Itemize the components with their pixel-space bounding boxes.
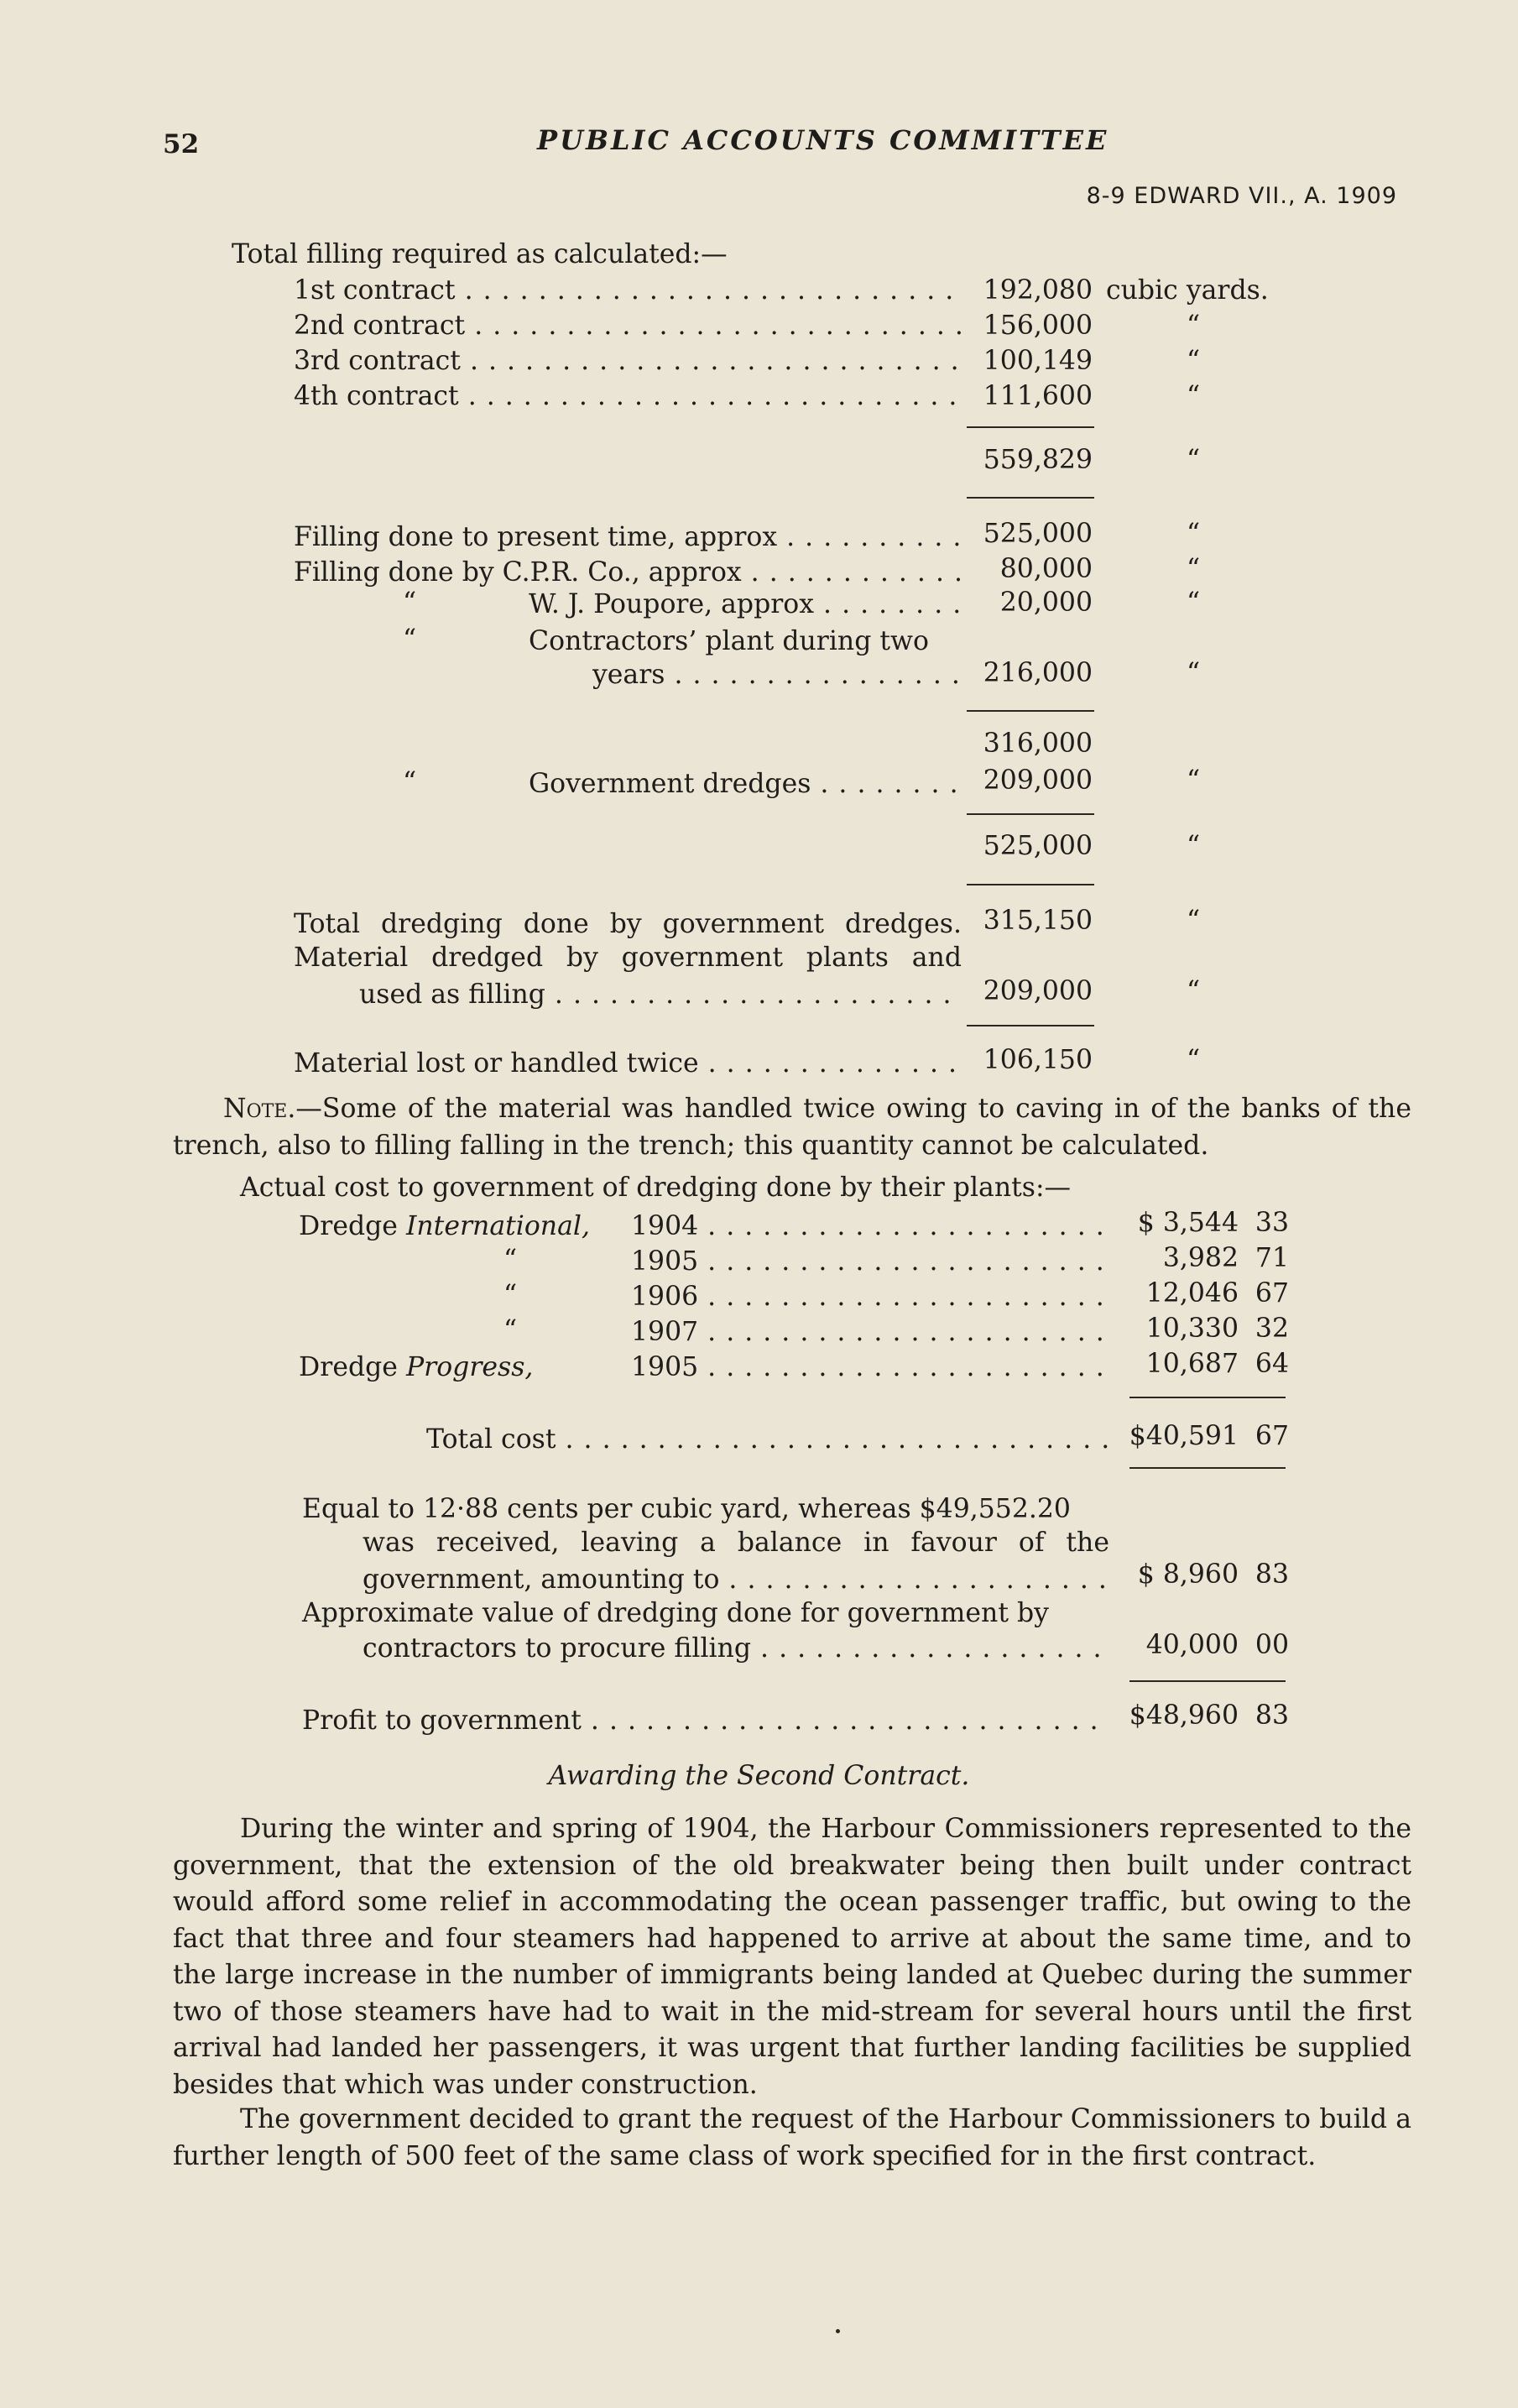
filling-poupore-value: 20,000: [999, 588, 1093, 618]
note-paragraph: [173, 1091, 1411, 1164]
filling-grand-total-value: 525,000: [983, 831, 1093, 861]
section-heading: Awarding the Second Contract.: [548, 1761, 970, 1791]
filling-intro: Total filling required as calculated:—: [232, 239, 728, 269]
filling-subtotal-value: 316,000: [983, 729, 1093, 759]
cost-dollars: 10,330: [1145, 1314, 1239, 1344]
dredging-used-label: Material dredged by government plants and: [294, 943, 962, 973]
ditto-mark: “: [1187, 831, 1201, 861]
rule: [967, 1025, 1094, 1026]
cost-total-dollars: $40,591: [1129, 1421, 1239, 1451]
ditto-mark: “: [403, 624, 417, 655]
ditto-mark: “: [1187, 519, 1201, 549]
balance-cents: 83: [1255, 1559, 1289, 1590]
ditto-mark: “: [503, 1315, 518, 1345]
filling-contractors-label-cont: years . . .: [592, 657, 962, 692]
filling-done-value: 525,000: [983, 519, 1093, 549]
dredge-name: Progress,: [405, 1352, 534, 1382]
cost-dredge-prefix: Dredge: [299, 1352, 406, 1382]
contract-value: 111,600: [983, 381, 1093, 411]
cost-year: 1906 . . .: [631, 1279, 1109, 1314]
cost-cents: 64: [1255, 1349, 1289, 1379]
filling-total-value: 559,829: [983, 445, 1093, 475]
filling-cpr-value: 80,000: [999, 554, 1093, 584]
page-speck: [836, 2329, 840, 2333]
ditto-mark: “: [1187, 554, 1201, 584]
section-paragraph-1: During the winter and spring of 1904, the Harbour Commissioners represented to the government, that the extension of the old breakwater being then built under contract would afford some relief in accommodating the ocean passenger traffic, but owing to the fact that three and four steamers had happened to arrive at about the same time, and to the large increase in the number of immigrants being landed at Quebec during the summer two of those steamers have had to wait in the mid-stream for several hours until the first arrival had landed her passengers, it was urgent that further landing facilities be supplied besides that which was under construction.: [173, 1814, 1411, 2100]
ditto-mark: “: [403, 767, 417, 797]
rule: [967, 497, 1094, 499]
cost-row-label: [299, 1209, 590, 1244]
cost-year: 1907 . . .: [631, 1314, 1109, 1350]
balance-equal-line1: Equal to 12·88 cents per cubic yard, whereas $49,552.20: [302, 1494, 1071, 1524]
running-title: PUBLIC ACCOUNTS COMMITTEE: [537, 124, 1109, 156]
filling-contractors-value: 216,000: [983, 658, 1093, 688]
dredging-used-label-cont: used as filling . . .: [359, 977, 962, 1012]
rule: [967, 813, 1094, 815]
dredge-name: International,: [405, 1211, 590, 1241]
rule: [967, 884, 1094, 885]
session-label: 8-9 EDWARD VII., A. 1909: [1086, 183, 1397, 209]
dredging-used-value: 209,000: [983, 976, 1093, 1006]
filling-contractors-label: Contractors’ plant during two: [529, 626, 929, 656]
contract-value: 192,080: [983, 275, 1093, 306]
rule: [1129, 1680, 1286, 1682]
cost-dollars: 12,046: [1145, 1278, 1239, 1308]
ditto-mark: “: [503, 1245, 518, 1275]
approx-line2: contractors to procure filling . . .: [363, 1631, 1109, 1666]
ditto-mark: “: [1187, 346, 1201, 376]
filling-government-label: Government dredges . . .: [529, 766, 962, 802]
note-head: Note.: [223, 1094, 296, 1124]
ditto-mark: “: [1187, 765, 1201, 796]
cost-year: 1905 . . .: [631, 1350, 1109, 1385]
ditto-mark: “: [1187, 906, 1201, 936]
cost-year: 1905 . . .: [631, 1244, 1109, 1279]
cost-total-label: Total cost . . .: [426, 1422, 1109, 1457]
dredging-total-label: Total dredging done by government dredges.: [294, 909, 962, 939]
rule: [1129, 1397, 1286, 1398]
filling-government-value: 209,000: [983, 765, 1093, 796]
contract-value: 156,000: [983, 311, 1093, 341]
note-text: —Some of the material was handled twice owing to caving in of the banks of the trench, also to filling falling in the trench; this quantity cannot be calculated.: [173, 1094, 1411, 1161]
rule: [1129, 1467, 1286, 1469]
cost-cents: 32: [1255, 1314, 1289, 1344]
page-number: 52: [163, 129, 200, 159]
filling-poupore-label: W. J. Poupore, approx . . .: [529, 587, 962, 622]
cost-dollars: 10,687: [1145, 1349, 1239, 1379]
ditto-mark: “: [1187, 381, 1201, 411]
profit-label: Profit to government . . .: [302, 1703, 1109, 1738]
cost-cents: 67: [1255, 1278, 1289, 1308]
cost-cents: 71: [1255, 1243, 1289, 1273]
filling-cpr-label: Filling done by C.P.R. Co., approx . . .: [294, 555, 962, 590]
approx-dollars: 40,000: [1145, 1630, 1239, 1660]
cost-dollars: 3,982: [1162, 1243, 1239, 1273]
balance-dollars: $ 8,960: [1137, 1559, 1239, 1590]
dredging-total-value: 315,150: [983, 906, 1093, 936]
contract-unit: cubic yards.: [1106, 275, 1269, 306]
ditto-mark: “: [1187, 445, 1201, 475]
section-paragraph-2: The government decided to grant the request of the Harbour Commissioners to build a further length of 500 feet of the same class of work specified for in the first contract.: [173, 2104, 1411, 2171]
ditto-mark: “: [1187, 311, 1201, 341]
cost-total-cents: 67: [1255, 1421, 1289, 1451]
cost-dollars: $ 3,544: [1137, 1208, 1239, 1238]
ditto-mark: “: [1187, 658, 1201, 688]
profit-dollars: $48,960: [1129, 1700, 1239, 1731]
ditto-mark: “: [503, 1280, 518, 1310]
contract-label: 3rd contract . . .: [294, 343, 962, 379]
rule: [967, 710, 1094, 712]
profit-cents: 83: [1255, 1700, 1289, 1731]
cost-year: 1904 . . .: [631, 1209, 1109, 1244]
cost-cents: 33: [1255, 1208, 1289, 1238]
balance-equal-line3: government, amounting to . . .: [363, 1562, 1109, 1597]
ditto-mark: “: [1187, 588, 1201, 618]
approx-line1: Approximate value of dredging done for government by: [302, 1598, 1049, 1628]
dredging-lost-value: 106,150: [983, 1045, 1093, 1075]
contract-value: 100,149: [983, 346, 1093, 376]
rule: [967, 426, 1094, 428]
ditto-mark: “: [403, 588, 417, 618]
contract-label: 1st contract . . .: [294, 273, 962, 308]
ditto-mark: “: [1187, 1045, 1201, 1075]
approx-cents: 00: [1255, 1630, 1289, 1660]
contract-label: 2nd contract . . .: [294, 308, 962, 343]
dredging-lost-label: Material lost or handled twice . . .: [294, 1046, 962, 1081]
balance-equal-line2: was received, leaving a balance in favour of the: [363, 1528, 1109, 1558]
contract-label: 4th contract . . .: [294, 379, 962, 414]
cost-row-label: [299, 1350, 533, 1385]
ditto-mark: “: [1187, 976, 1201, 1006]
filling-done-label: Filling done to present time, approx . . .: [294, 520, 962, 555]
cost-intro: Actual cost to government of dredging done by their plants:—: [240, 1173, 1072, 1203]
cost-dredge-prefix: Dredge: [299, 1211, 406, 1241]
